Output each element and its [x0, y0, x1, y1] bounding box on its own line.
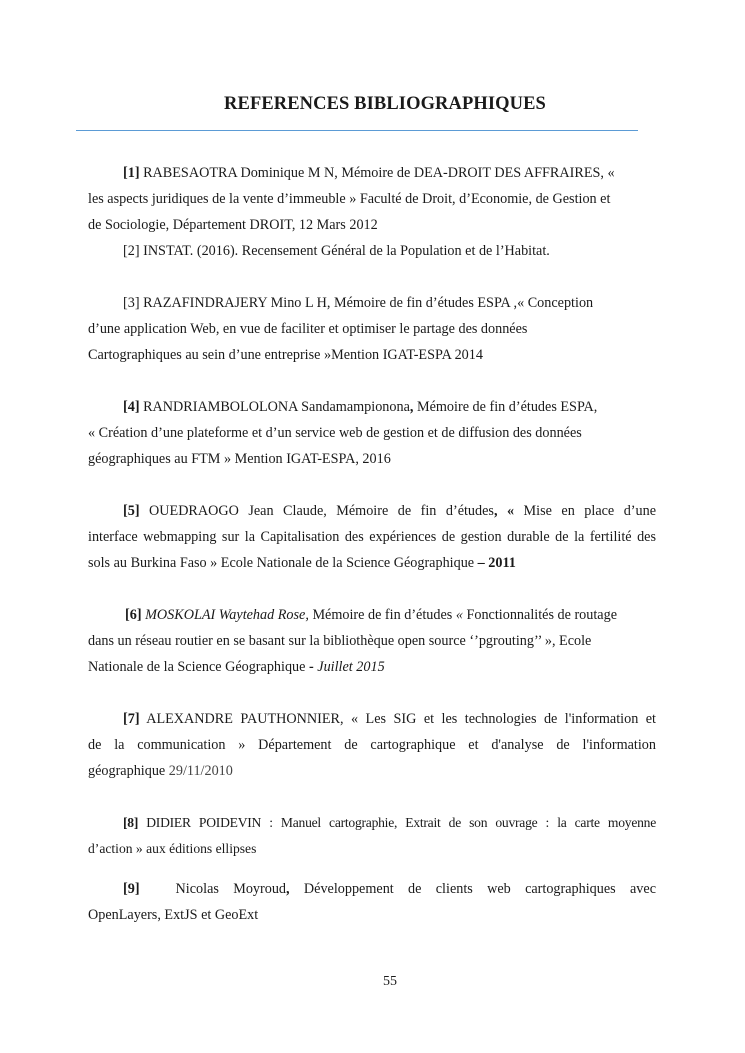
reference-text: Fonctionnalités de routage	[462, 607, 617, 623]
reference-text: d’une application Web, en vue de faciliter et optimiser le partage des données	[88, 321, 528, 337]
reference-list	[88, 160, 656, 928]
reference-punct: «	[452, 607, 463, 623]
reference-number: [7]	[123, 711, 140, 727]
reference-punct: , «	[493, 503, 515, 519]
reference-text: RABESAOTRA Dominique M N, Mémoire de DEA-DROIT DES AFFRAIRES, «	[139, 165, 615, 181]
reference-year: – 2011	[474, 555, 516, 571]
reference-author: MOSKOLAI Waytehad Rose,	[141, 607, 309, 623]
reference-8	[88, 810, 656, 862]
reference-2	[88, 238, 656, 264]
page-number: 55	[383, 974, 397, 989]
reference-text: les aspects juridiques de la vente d’immeuble » Faculté de Droit, d’Economie, de Gestion et	[88, 191, 611, 207]
reference-text: OpenLayers, ExtJS et GeoExt	[88, 907, 259, 923]
reference-text: DIDIER POIDEVIN : Manuel cartographie, Extrait de son ouvrage : la carte moyenne	[138, 815, 656, 830]
reference-6	[88, 602, 656, 680]
reference-text: Mémoire de fin d’études	[308, 607, 453, 623]
reference-9	[88, 876, 656, 928]
reference-text: Développement de clients web cartographiques avec	[289, 881, 656, 897]
reference-text: [2] INSTAT. (2016). Recensement Général de la Population et de l’Habitat.	[123, 243, 550, 259]
reference-text: de Sociologie, Département DROIT, 12 Mars 2012	[88, 217, 378, 233]
reference-1	[88, 160, 656, 238]
reference-text: géographique	[88, 763, 166, 779]
reference-text: interface webmapping sur la Capitalisation des expériences de gestion durable de la fertilité des	[88, 529, 656, 545]
reference-3	[88, 290, 656, 368]
reference-number: [8]	[123, 815, 139, 830]
reference-text: [3] RAZAFINDRAJERY Mino L H, Mémoire de fin d’études ESPA ,« Conception	[123, 295, 594, 311]
reference-date: 29/11/2010	[165, 763, 233, 779]
reference-author: Nicolas Moyroud	[175, 881, 287, 897]
reference-text: Mémoire de fin d’études ESPA,	[413, 399, 598, 415]
title-underline	[76, 130, 638, 131]
reference-text: ALEXANDRE PAUTHONNIER, « Les SIG et les technologies de l'information et	[139, 711, 656, 727]
reference-7	[88, 706, 656, 784]
reference-text: Mise en place d’une	[514, 503, 657, 519]
page-title: REFERENCES BIBLIOGRAPHIQUES	[224, 94, 546, 114]
reference-text: d’action » aux éditions ellipses	[88, 841, 257, 856]
reference-punct: ,	[409, 399, 414, 415]
reference-4	[88, 394, 656, 472]
reference-number: [9]	[123, 881, 140, 897]
reference-punct: -	[305, 659, 314, 675]
reference-date: Juillet 2015	[313, 659, 385, 675]
reference-text: géographiques au FTM » Mention IGAT-ESPA, 2016	[88, 451, 391, 467]
reference-number: [5]	[123, 503, 140, 519]
reference-punct: ,	[286, 881, 290, 897]
reference-author: RANDRIAMBOLOLONA Sandamampionona	[139, 399, 410, 415]
reference-text: Cartographiques au sein d’une entreprise »Mention IGAT-ESPA 2014	[88, 347, 483, 363]
reference-text: de la communication » Département de cartographique et d'analyse de l'information	[88, 737, 656, 753]
reference-text: Nationale de la Science Géographique	[88, 659, 306, 675]
reference-number: [6]	[125, 607, 142, 623]
reference-number: [4]	[123, 399, 140, 415]
reference-text: sols au Burkina Faso » Ecole Nationale de la Science Géographique	[88, 555, 475, 571]
reference-number: [1]	[123, 165, 140, 181]
reference-5	[88, 498, 656, 576]
reference-text: OUEDRAOGO Jean Claude, Mémoire de fin d’études	[139, 503, 494, 519]
reference-text: « Création d’une plateforme et d’un service web de gestion et de diffusion des données	[88, 425, 582, 441]
reference-text: dans un réseau routier en se basant sur la bibliothèque open source ‘’pgrouting’’ », Ecole	[88, 633, 592, 649]
